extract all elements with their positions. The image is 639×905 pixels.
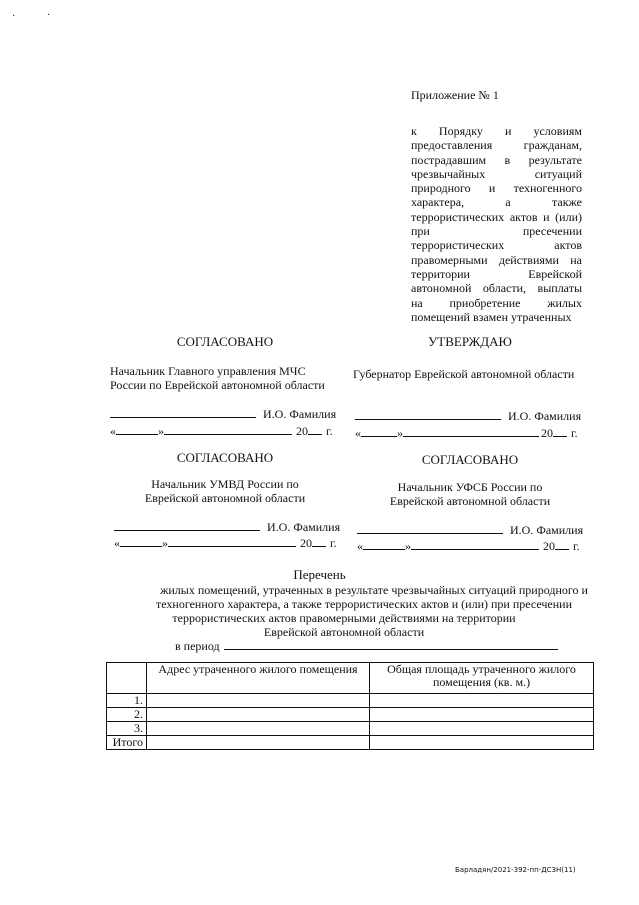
address-cell bbox=[147, 722, 370, 736]
signature-blank bbox=[357, 522, 503, 534]
area-cell bbox=[370, 694, 594, 708]
header-cell-num bbox=[107, 663, 147, 694]
date-close: » bbox=[162, 536, 168, 550]
date-open: « bbox=[355, 426, 361, 440]
appendix-line: на приобретение жилых bbox=[411, 295, 582, 310]
signature-blank bbox=[114, 519, 260, 531]
appendix-line: характера, а также bbox=[411, 195, 582, 210]
header-cell-address: Адрес утраченного жилого помещения bbox=[147, 663, 370, 694]
area-cell bbox=[370, 722, 594, 736]
list-subtitle-line: техногенного характера, а также террористических актов и (или) при пресечении bbox=[155, 597, 573, 611]
list-subtitle-line: террористических актов правомерными действиями на территории bbox=[172, 611, 516, 625]
appendix-line: при пресечении bbox=[411, 224, 582, 239]
records-table bbox=[106, 662, 594, 750]
table-header-row bbox=[107, 663, 594, 694]
block1-signature-line bbox=[110, 406, 336, 421]
header-cell-area: Общая площадь утраченного жилого помещения (кв. м.) bbox=[370, 663, 594, 694]
block1-date-line bbox=[110, 423, 333, 438]
period-label: в период bbox=[175, 639, 220, 653]
row-number: 3. bbox=[107, 722, 147, 736]
appendix-line: к Порядку и условиям bbox=[411, 124, 582, 138]
table-row bbox=[107, 708, 594, 722]
month-blank bbox=[164, 423, 292, 435]
period-line bbox=[175, 638, 558, 653]
year-suffix: г. bbox=[330, 536, 337, 550]
row-number: 1. bbox=[107, 694, 147, 708]
year-suffix: г. bbox=[571, 426, 578, 440]
block3-position-line2: Еврейской автономной области bbox=[144, 491, 306, 505]
day-blank bbox=[120, 535, 162, 547]
address-cell bbox=[147, 736, 370, 750]
year-blank bbox=[555, 538, 569, 550]
appendix-title: Приложение № 1 bbox=[411, 88, 499, 102]
block3-signature-line bbox=[114, 519, 340, 534]
block2-heading: УТВЕРЖДАЮ bbox=[428, 334, 512, 349]
block4-position-line2: Еврейской автономной области bbox=[389, 494, 551, 508]
block2-date-line bbox=[355, 425, 578, 440]
block3-signature-name: И.О. Фамилия bbox=[267, 520, 341, 534]
block4-signature-line bbox=[357, 522, 583, 537]
block4-date-line bbox=[357, 538, 580, 553]
month-blank bbox=[168, 535, 296, 547]
block1-heading: СОГЛАСОВАНО bbox=[176, 334, 274, 349]
appendix-line: автономной области, выплаты bbox=[411, 281, 582, 296]
block2-signature-line bbox=[355, 408, 581, 423]
year-suffix: г. bbox=[573, 539, 580, 553]
appendix-body bbox=[411, 124, 582, 324]
day-blank bbox=[361, 425, 397, 437]
year-suffix: г. bbox=[326, 424, 333, 438]
date-close: » bbox=[397, 426, 403, 440]
list-subtitle-line: Еврейской автономной области bbox=[263, 625, 425, 639]
list-title: Перечень bbox=[293, 567, 346, 582]
block3-position-line1: Начальник УМВД России по bbox=[151, 477, 299, 491]
appendix-line: террористических актов и (или) bbox=[411, 209, 582, 224]
year-blank bbox=[308, 423, 322, 435]
year-prefix: 20 bbox=[543, 539, 555, 553]
day-blank bbox=[363, 538, 405, 550]
signature-blank bbox=[110, 406, 256, 418]
block3-date-line bbox=[114, 535, 337, 550]
block1-position-line1: Начальник Главного управления МЧС bbox=[110, 364, 306, 378]
block4-signature-name: И.О. Фамилия bbox=[510, 523, 584, 537]
day-blank bbox=[116, 423, 158, 435]
date-open: « bbox=[114, 536, 120, 550]
table-total-row bbox=[107, 736, 594, 750]
scan-speck: · bbox=[12, 11, 16, 22]
signature-blank bbox=[355, 408, 501, 420]
appendix-line: природного и техногенного bbox=[411, 181, 582, 196]
address-cell bbox=[147, 694, 370, 708]
month-blank bbox=[403, 425, 539, 437]
block4-heading: СОГЛАСОВАНО bbox=[421, 452, 519, 467]
month-blank bbox=[411, 538, 539, 550]
block1-signature-name: И.О. Фамилия bbox=[263, 407, 337, 421]
list-subtitle-line: жилых помещений, утраченных в результате чрезвычайных ситуаций природного и bbox=[160, 583, 588, 597]
appendix-line: правомерными действиями на bbox=[411, 252, 582, 267]
year-prefix: 20 bbox=[541, 426, 553, 440]
block4-position-line1: Начальник УФСБ России по bbox=[397, 480, 543, 494]
appendix-line: предоставления гражданам, bbox=[411, 138, 582, 153]
appendix-line: территории Еврейской bbox=[411, 266, 582, 281]
table-row bbox=[107, 722, 594, 736]
year-prefix: 20 bbox=[296, 424, 308, 438]
block1-position-line2: России по Еврейской автономной области bbox=[110, 378, 325, 392]
year-prefix: 20 bbox=[300, 536, 312, 550]
address-cell bbox=[147, 708, 370, 722]
date-open: « bbox=[357, 539, 363, 553]
row-number: 2. bbox=[107, 708, 147, 722]
area-cell bbox=[370, 736, 594, 750]
row-total-label: Итого bbox=[107, 736, 147, 750]
date-open: « bbox=[110, 424, 116, 438]
scan-speck: · bbox=[47, 10, 51, 21]
block2-position-line1: Губернатор Еврейской автономной области bbox=[353, 367, 575, 381]
block3-heading: СОГЛАСОВАНО bbox=[176, 450, 274, 465]
table-row bbox=[107, 694, 594, 708]
date-close: » bbox=[158, 424, 164, 438]
appendix-line: чрезвычайных ситуаций bbox=[411, 166, 582, 181]
period-blank bbox=[224, 638, 558, 650]
appendix-line: помещений взамен утраченных bbox=[411, 309, 572, 324]
year-blank bbox=[312, 535, 326, 547]
appendix-line: террористических актов bbox=[411, 238, 582, 253]
document-code: Барладян/2021-392-пп-ДСЗН(11) bbox=[455, 866, 576, 874]
area-cell bbox=[370, 708, 594, 722]
year-blank bbox=[553, 425, 567, 437]
block2-signature-name: И.О. Фамилия bbox=[508, 409, 582, 423]
appendix-line: пострадавшим в результате bbox=[411, 152, 582, 167]
date-close: » bbox=[405, 539, 411, 553]
